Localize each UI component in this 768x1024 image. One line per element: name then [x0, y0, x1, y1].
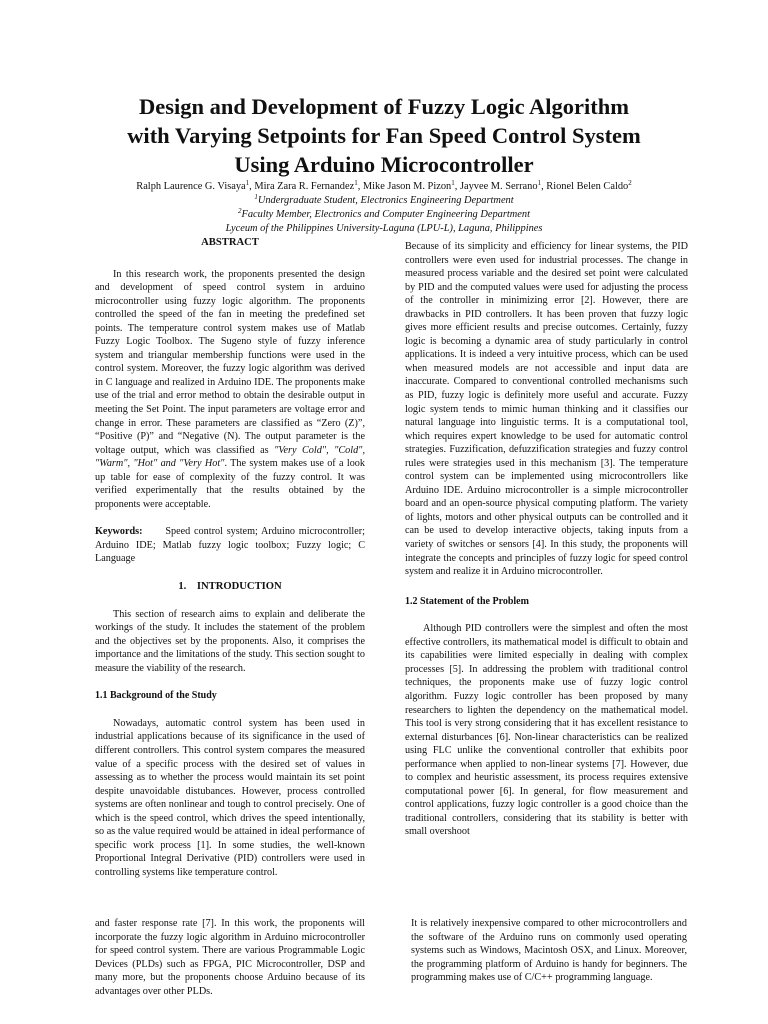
paper-title — [40, 92, 728, 179]
background-paragraph: Nowadays, automatic control system has been used in industrial applications because of its significance in the used of different controllers. This control system compares the measured value of a specific process with the desired set of values in assessing as to whether the process would maintain its set point despite unavoidable distubances. However, process controlled systems are often nonlinear and tough to control precisely. One of which is the speed control, which drives the speed intentionally, so as the value required would be attained in ideal performance of specific work process [1]. In some studies, the well-known Proportional Integral Derivative (PID) controllers were used in controlling systems like temperature control. — [95, 717, 365, 878]
left-column-bottom — [95, 917, 365, 998]
abstract-heading: ABSTRACT — [201, 237, 259, 248]
right-column-bottom — [411, 917, 687, 985]
introduction-paragraph: This section of research aims to explain and deliberate the workings of the study. It includes the statement of the problem and the objectives set by the proponents. Also, it comprises the importance and the limitations of the study. This section sought to measure the viability of the research. — [95, 608, 365, 674]
title-line-2: with Varying Setpoints for Fan Speed Control System — [127, 123, 641, 148]
author-name: Jayvee M. Serrano — [459, 181, 538, 192]
title-line-3: Using Arduino Microcontroller — [234, 152, 534, 177]
right-paragraph-1: Because of its simplicity and efficiency for linear systems, the PID controllers were even used for industrial processes. The change in measured process variable and the desired set point were calculated by PID and the computed values were used for adjusting the process of the controller in minimizing error [2]. However, there are drawbacks in PID controllers. It has been proven that fuzzy logic gives more efficient results and precise outcomes. Certainly, fuzzy logic is becoming a dynamic area of study particularly in control applications. It is indeed a very intuitive process, which can be used when measured models are not accessible and input data are inaccurate. Compared to conventional controlled mechanisms such as PID, fuzzy logic is definitely more useful and accurate. Fuzzy logic system tends to mimic human thinking and it classifies our natural language into linguistic terms. It is a computational tool, which requires expert knowledge to be used for automatic control strategies. Fuzzification, defuzzification strategies and fuzzy control rules were strategies used in this mechanism [3]. The temperature control system can be implemented using microcontrollers like Arduino IDE. Arduino microcontroller is a simple microcontroller board and an open-source physical computing platform. The variety of lights, motors and other physical outputs can be controlled and it can be used to develop interactive objects, taking inputs from a variety of switches or sensors [4]. In this study, the proponents will integrate the concepts and principles of fuzzy logic for speed control system and realize it in Arduino microcontroller. — [405, 241, 688, 578]
keywords: Keywords: Speed control system; Arduino microcontroller; Arduino IDE; Matlab fuzzy logic toolbox; Fuzzy logic; C Language — [95, 526, 366, 565]
left-column — [95, 236, 365, 879]
keywords-label: Keywords: — [95, 526, 143, 538]
author-name: Mike Jason M. Pizon — [362, 181, 452, 192]
right-paragraph-3: It is relatively inexpensive compared to other microcontrollers and the software of the Arduino runs on commonly used operating systems such as Windows, Macintosh OSX, and Linux. Moreover, the programming platform of Arduino is handy for beginners. The programming makes use of C/C++ programming language. — [411, 918, 687, 984]
author-name: Mira Zara R. Fernandez — [254, 181, 355, 192]
continued-paragraph: and faster response rate [7]. In this work, the proponents will incorporate the fuzzy logic algorithm in Arduino microcontroller for speed control system. There are various Programmable Logic Devices (PLDs) such as FPGA, PIC Microcontroller, DSP and many more, but the proponents choose Arduino because of its advantages over other PLDs. — [95, 918, 365, 997]
affiliation-3: Lyceum of the Philippines University-Laguna (LPU-L), Laguna, Philippines — [225, 223, 543, 234]
background-heading: 1.1 Background of the Study — [95, 690, 217, 702]
problem-statement-paragraph: Although PID controllers were the simplest and often the most effective controllers, its mathematical model is difficult to obtain and its capabilities were limited especially in dealing with complex processes [5]. In addressing the problem with traditional control techniques, the proponents make use of fuzzy logic control algorithm. Fuzzy logic controller has been proposed by many researchers to lighten the dependency on the mathematical model. This tool is very strong considering that it has excellent resistance to external disturbances [6]. Non-linear characteristics can be realized using FLC unlike the conventional controller that exhibits poor performance when applied to non-linear systems [7]. However, due to complex and heuristic assessment, its process requires extensive computational power [6]. In general, for flow measurement and control applications, fuzzy logic controller is a good choice than the traditional controllers, considering that its stability is better with small overshoot — [405, 623, 688, 838]
abstract-body: In this research work, the proponents presented the design and development of speed control system in arduino microcontroller using fuzzy logic algorithm. The proponents controlled the speed of the fan in meeting the predefined set points. The temperature control system makes use of Matlab Fuzzy Logic Toolbox. The Sugeno style of fuzzy inference system and triangular membership functions were used in the control system. Moreover, the fuzzy logic algorithm was derived in C language and realized in Arduino IDE. The proponents make use of the trial and error method to obtain the desirable output in meeting the Set Point. The input parameters are voltage error and change in error. These parameters are classified as “Zero (Z)”, “Positive (P)” and “Negative (N). The output parameter is the voltage output, which was classified as "Very Cold", "Cold", "Warm", "Hot" and "Very Hot". The system makes use of a look up table for ease of complexity of the fuzzy control. It was verified experimentally that the results obtained by the proponents were acceptable. — [95, 268, 366, 510]
author-list: Ralph Laurence G. Visaya$^1$, Mira Zara R. Fernandez$^1$, Mike Jason M. Pizon$^1$, Jayvee M. Serrano$^1$, Rionel Belen Caldo$^2$ — [136, 179, 632, 192]
author-name: Ralph Laurence G. Visaya — [136, 181, 246, 192]
author-name: Rionel Belen Caldo — [546, 181, 629, 192]
right-column — [405, 240, 688, 839]
affiliation-2: $^2$Faculty Member, Electronics and Computer Engineering Department — [238, 207, 530, 220]
affiliation-1: $^1$Undergraduate Student, Electronics Engineering Department — [254, 193, 514, 206]
problem-statement-heading: 1.2 Statement of the Problem — [405, 595, 529, 607]
title-line-1: Design and Development of Fuzzy Logic Algorithm — [139, 94, 629, 119]
author-block — [40, 180, 728, 236]
introduction-heading: 1. INTRODUCTION — [178, 581, 282, 593]
